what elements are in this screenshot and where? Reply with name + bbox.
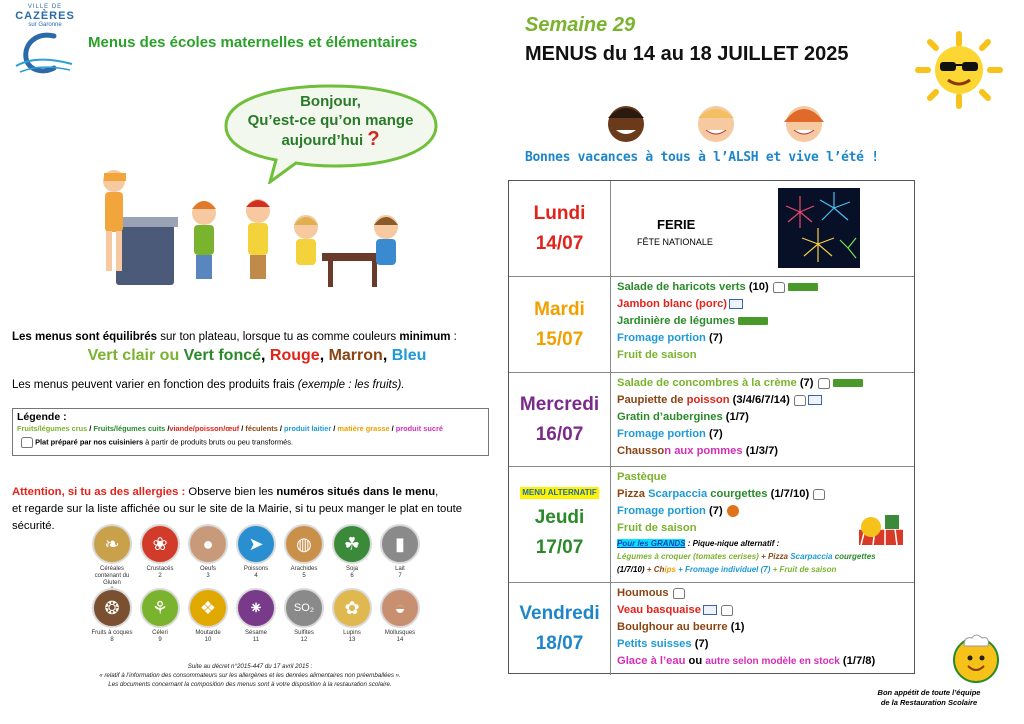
allergen-name: Lupins — [343, 630, 361, 636]
dish: Gratin d’aubergines — [617, 411, 723, 423]
allergen-item — [184, 524, 232, 580]
dish: Salade de haricots verts — [617, 281, 746, 293]
allergen-grid — [88, 524, 423, 654]
peanut-icon: ◍ — [284, 524, 324, 564]
milk-icon: ▮ — [380, 524, 420, 564]
color-rouge: Rouge — [269, 347, 320, 364]
menu-dates: MENUS du 14 au 18 JUILLET 2025 — [525, 43, 849, 65]
dish: Petits suisses — [617, 638, 692, 650]
color-vert-fonce: Vert foncé — [183, 347, 262, 364]
allergen-item — [280, 524, 328, 580]
allergen-name: Sésame — [244, 630, 267, 636]
allergen-number: 5 — [302, 573, 306, 579]
varier-example: (exemple : les fruits). — [297, 379, 405, 391]
allergen-number: 3 — [206, 573, 210, 579]
legend-raw: Fruits/légumes crus — [17, 424, 88, 433]
day-cell-lundi — [509, 181, 611, 276]
menu-row-mardi — [509, 277, 914, 373]
picnic-item: + Ch — [644, 565, 665, 574]
dish: Scarpaccia — [648, 488, 708, 500]
allergen-number: 11 — [252, 637, 260, 643]
allergen-number: 14 — [396, 637, 404, 643]
color-groups-line — [12, 347, 502, 365]
allergen-number: 9 — [158, 637, 162, 643]
day-name: Jeudi — [534, 506, 585, 528]
decree-note — [40, 662, 460, 689]
legend-chef-bold: Plat préparé par nos cuisiniers — [35, 437, 144, 447]
dish: Veau basquaise — [617, 604, 701, 616]
picnic-item: + Fruit de saison — [770, 565, 837, 574]
varier-text: Les menus peuvent varier en fonction des produits frais — [12, 379, 298, 391]
dish-allergens: (1) — [727, 621, 745, 633]
eco-label-icon — [788, 283, 818, 291]
bubble-line3: aujourd’hui — [281, 132, 364, 149]
equilibres-colon: : — [450, 331, 457, 343]
origin-label-icon — [703, 605, 717, 615]
town-logo — [10, 4, 80, 88]
sesame-icon: ⁕ — [236, 588, 276, 628]
decret-line1: Suite au décret n°2015-447 du 17 avril 2015 : — [187, 663, 313, 670]
legend-sep: / — [165, 424, 170, 433]
allergy-text1: Observe bien les — [185, 486, 277, 498]
allergen-item — [280, 588, 328, 644]
allergen-item — [184, 588, 232, 644]
chef-hat-icon — [721, 605, 733, 616]
chef-hat-icon — [794, 395, 806, 406]
legend-chef-text: à partir de produits bruts ou peu transformés. — [143, 437, 294, 447]
dish-allergens: (1/7/10) — [767, 488, 810, 500]
legend-sugar: produit sucré — [395, 424, 443, 433]
allergen-name: Fruits à coques — [91, 630, 133, 636]
allergen-name: Lait — [395, 566, 405, 572]
alternative-menu-badge: MENU ALTERNATIF — [522, 487, 597, 497]
legend-sep: / — [277, 424, 284, 433]
dish: Jambon blanc (porc) — [617, 298, 728, 310]
day-cell-mercredi — [509, 373, 611, 466]
dish: Salade de concombres à la crème — [617, 377, 797, 389]
allergen-number: 6 — [350, 573, 354, 579]
allergen-number: 13 — [348, 637, 356, 643]
allergen-item — [376, 588, 424, 644]
equilibres-text: sur ton plateau, lorsque tu as comme couleurs — [157, 331, 400, 343]
legend-sep: / — [239, 424, 246, 433]
dish: n aux pommes — [664, 445, 743, 457]
allergen-number: 7 — [398, 573, 402, 579]
dish-allergens: (10) — [745, 281, 769, 293]
legend-dairy: produit laitier — [284, 424, 332, 433]
wheat-icon: ❧ — [92, 524, 132, 564]
dish: Chausso — [617, 445, 665, 457]
allergen-number: 2 — [158, 573, 162, 579]
dish: autre selon modèle en stock — [705, 656, 840, 667]
allergen-name: Poissons — [243, 566, 269, 572]
allergen-item — [136, 588, 184, 644]
bubble-line1: Bonjour, — [300, 93, 361, 110]
allergen-item — [328, 588, 376, 644]
ferie-label: FERIE — [657, 217, 696, 232]
picnic-item: Scarpaccia — [790, 552, 833, 561]
chef-hat-icon — [813, 489, 825, 500]
menu-row-mercredi — [509, 373, 914, 467]
dishes-vendredi — [617, 583, 910, 670]
aop-label-icon — [727, 505, 739, 517]
dish: Fruit de saison — [617, 522, 697, 534]
ferie-sub: FÊTE NATIONALE — [637, 237, 713, 247]
dish: Fromage portion — [617, 332, 706, 344]
allergen-name: Soja — [345, 566, 358, 572]
allergen-item — [232, 588, 280, 644]
dish-allergens: (1/7/8) — [839, 655, 876, 667]
dish: Fruit de saison — [617, 349, 697, 361]
celery-icon: ⚘ — [140, 588, 180, 628]
day-date: 18/07 — [535, 633, 584, 654]
allergen-name: Sulfites — [294, 630, 314, 636]
dishes-mardi — [617, 277, 910, 364]
soy-icon: ☘ — [332, 524, 372, 564]
shell-icon: ◒ — [380, 588, 420, 628]
color-sep1: , — [261, 347, 270, 364]
eco-label-icon — [738, 317, 768, 325]
allergen-item — [88, 588, 136, 644]
canteen-kids-illustration — [96, 165, 416, 297]
legend-sep: / — [87, 424, 94, 433]
chef-hat-icon — [773, 282, 785, 293]
allergen-name: Arachides — [290, 566, 318, 572]
chef-hat-icon — [818, 378, 830, 389]
dish: courgettes — [707, 488, 768, 500]
legend-sep: / — [331, 424, 338, 433]
menu-vary-text — [12, 379, 404, 391]
sun-icon — [914, 30, 1004, 110]
dish: Pizza — [617, 488, 649, 500]
day-cell-vendredi — [509, 583, 611, 675]
dish: Jardinière de légumes — [617, 315, 736, 327]
kids-faces-illustration — [598, 98, 838, 146]
picnic-label: Pour les GRANDS — [617, 539, 686, 548]
week-label: Semaine 29 — [525, 14, 636, 36]
picnic-title: : Pique-nique alternatif : — [685, 539, 780, 548]
dish: poisson — [686, 394, 730, 406]
picnic-item: ips — [664, 565, 676, 574]
dish-allergens: (7) — [796, 377, 814, 389]
bubble-text — [228, 92, 433, 150]
legend-title: Légende : — [17, 411, 67, 423]
legend-sep: / — [389, 424, 396, 433]
menu-row-jeudi — [509, 467, 914, 583]
color-marron: Marron — [328, 347, 383, 364]
allergy-title: Attention, si tu as des allergies : — [12, 486, 186, 498]
lupin-icon: ✿ — [332, 588, 372, 628]
day-cell-jeudi — [509, 467, 611, 582]
day-name: Mardi — [534, 298, 585, 320]
allergen-item — [136, 524, 184, 580]
picnic-item: Légumes à croquer (tomates cerises) — [617, 552, 759, 561]
picnic-item: + Pizza — [758, 552, 791, 561]
allergen-name: Oeufs — [199, 566, 216, 572]
menu-row-vendredi — [509, 583, 914, 675]
dish: ou — [685, 655, 706, 667]
allergen-name: Mollusques — [384, 630, 416, 636]
dish: Glace à l’eau — [617, 655, 686, 667]
color-sep-ou: ou — [155, 347, 184, 364]
allergen-item — [328, 524, 376, 580]
fish-icon: ➤ — [236, 524, 276, 564]
chef-hat-icon — [673, 588, 685, 599]
balanced-menu-text — [12, 331, 502, 343]
day-date: 14/07 — [535, 232, 584, 254]
equilibres-minimum: minimum — [399, 331, 451, 343]
dish: Fromage portion — [617, 505, 706, 517]
mustard-icon: ❖ — [188, 588, 228, 628]
bon-appetit-line2: de la Restauration Scolaire — [880, 698, 978, 707]
day-name: Lundi — [533, 202, 586, 224]
origin-label-icon — [729, 299, 743, 309]
allergen-number: 12 — [300, 637, 308, 643]
dishes-mercredi — [617, 373, 910, 460]
dish: Fromage portion — [617, 428, 706, 440]
bubble-line2: Qu’est-ce qu’on mange — [247, 112, 414, 129]
dish: Houmous — [617, 587, 669, 599]
dish-allergens: (1/3/7) — [742, 445, 779, 457]
legend-starch: féculents — [245, 424, 278, 433]
allergen-name: Moutarde — [195, 630, 221, 636]
dish: Pastèque — [617, 471, 667, 483]
dish-allergens: (7) — [705, 332, 723, 344]
allergen-number: 10 — [204, 637, 212, 643]
picnic-item: (1/7/10) — [617, 565, 645, 574]
color-vert-clair: Vert clair — [87, 347, 156, 364]
day-name: Mercredi — [519, 393, 600, 415]
allergen-name: Céleri — [152, 630, 168, 636]
allergen-item — [232, 524, 280, 580]
day-date: 15/07 — [535, 328, 584, 350]
dish: Paupiette de — [617, 394, 687, 406]
decret-line2: « relatif à l’information des consommateurs sur les allergènes et les denrées alimentaires non préemballées ». — [99, 672, 401, 679]
dish-allergens: (7) — [705, 428, 723, 440]
fireworks-image — [778, 188, 860, 268]
nuts-icon: ❂ — [92, 588, 132, 628]
day-name: Vendredi — [519, 603, 600, 624]
legend-fat: matière grasse — [337, 424, 390, 433]
allergen-number: 4 — [254, 573, 258, 579]
equilibres-bold: Les menus sont équilibrés — [12, 331, 158, 343]
allergy-comma: , — [435, 486, 439, 498]
day-date: 16/07 — [535, 423, 584, 445]
picnic-item: + Fromage individuel (7) — [675, 565, 771, 574]
day-cell-mardi — [509, 277, 611, 372]
logo-emblem-icon — [10, 28, 80, 80]
legend-cooked: Fruits/légumes cuits — [93, 424, 166, 433]
allergen-item — [88, 524, 136, 594]
day-date: 17/07 — [535, 536, 584, 558]
header-title: Menus des écoles maternelles et élémentaires — [88, 34, 418, 51]
allergen-number: 8 — [110, 637, 114, 643]
color-sep3: , — [382, 347, 392, 364]
dish-allergens: (1/7) — [722, 411, 749, 423]
logo-line3: sur Garonne — [28, 22, 62, 28]
crab-icon: ❀ — [140, 524, 180, 564]
allergy-text2: et regarde sur la liste affichée ou sur le site de la Mairie, si tu peux manger le plat en toute sécurité. — [12, 503, 463, 532]
dish-allergens: (7) — [691, 638, 709, 650]
eco-label-icon — [833, 379, 863, 387]
allergen-name: Crustacés — [146, 566, 174, 572]
legend-box — [12, 408, 489, 456]
allergen-name: Céréales contenant du Gluten — [94, 566, 130, 586]
picnic-item: courgettes — [832, 552, 876, 561]
legend-chef-line — [17, 437, 484, 448]
dish-allergens: (7) — [705, 505, 723, 517]
sulfites-icon: SO₂ — [284, 588, 324, 628]
color-sep2: , — [319, 347, 329, 364]
dish-allergens: (3/4/6/7/14) — [729, 394, 790, 406]
legend-colors — [17, 424, 484, 433]
vacances-message: Bonnes vacances à tous à l’ALSH et vive l’été ! — [525, 150, 879, 165]
chef-hat-icon — [21, 437, 33, 448]
dish: Boulghour au beurre — [617, 621, 728, 633]
bon-appetit-text — [838, 688, 1020, 708]
eggs-icon: ● — [188, 524, 228, 564]
allergen-item — [376, 524, 424, 580]
bon-appetit-line1: Bon appétit de toute l’équipe — [877, 688, 981, 697]
bubble-question-mark: ? — [367, 128, 380, 150]
logo-line1: VILLE DE — [27, 4, 63, 10]
legend-meat: viande/poisson/œuf — [169, 424, 240, 433]
color-bleu: Bleu — [391, 347, 427, 364]
decret-line3: Les documents concernant la composition des menus sont à votre disposition à la restauration scolaire. — [108, 681, 392, 688]
msc-label-icon — [808, 395, 822, 405]
picnic-icon — [855, 513, 905, 547]
chef-mascot-icon — [950, 632, 1002, 684]
logo-line2: CAZÈRES — [15, 10, 75, 22]
allergy-numbers: numéros situés dans le menu — [276, 486, 436, 498]
